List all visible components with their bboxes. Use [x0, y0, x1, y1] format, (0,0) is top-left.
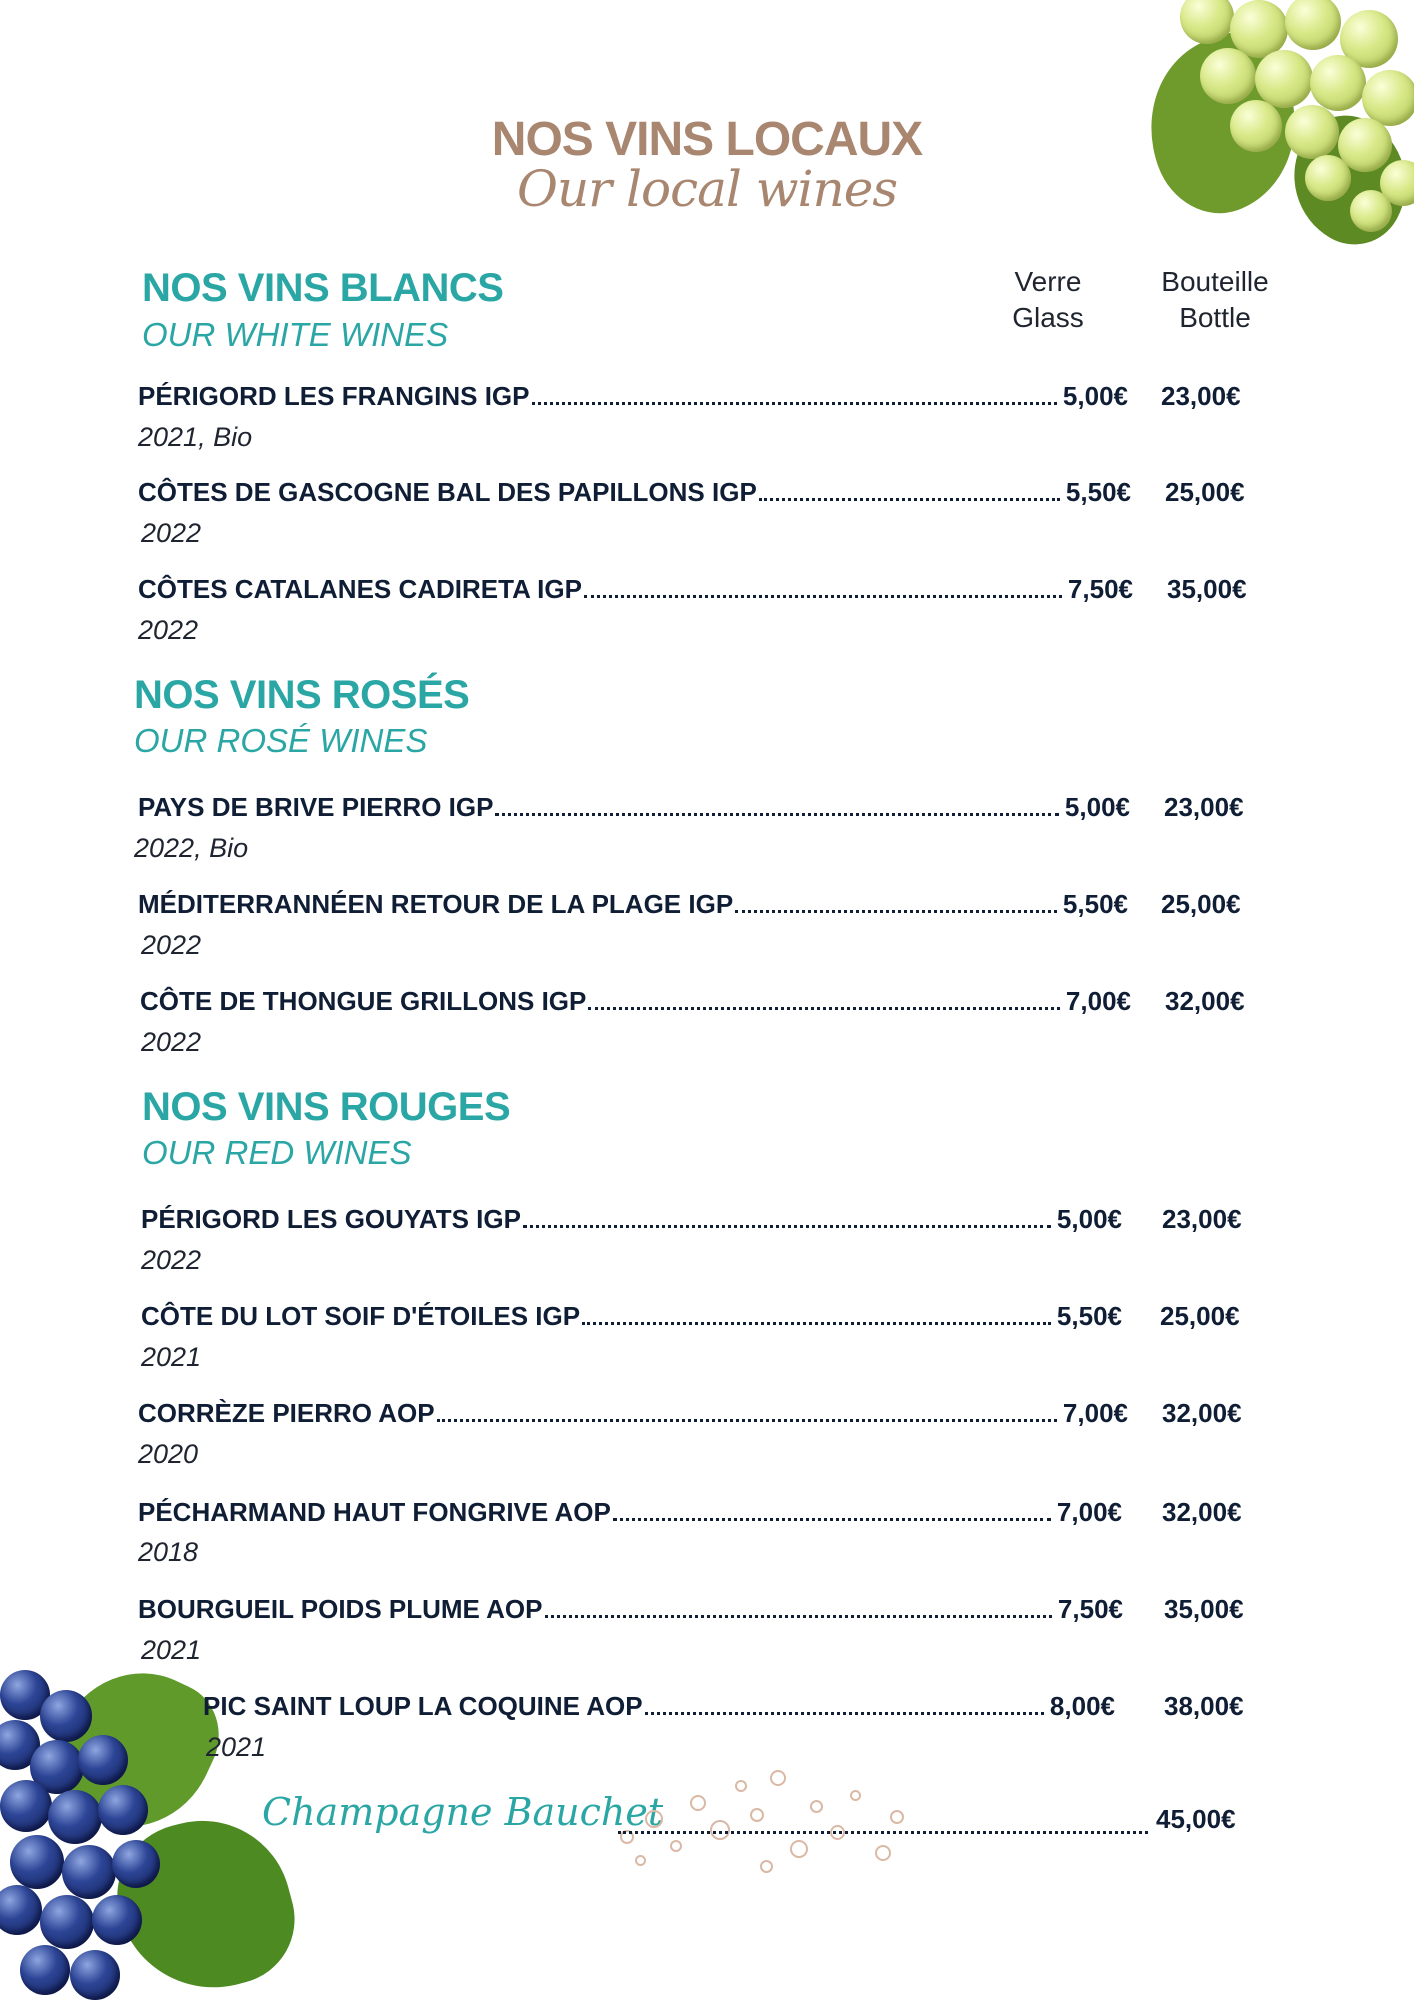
bottle-price: 23,00€: [1164, 792, 1244, 822]
section-subtitle-red: OUR RED WINES: [142, 1134, 412, 1171]
glass-price: 5,00€: [1062, 381, 1128, 411]
wine-name: PIC SAINT LOUP LA COQUINE AOP: [203, 1691, 643, 1721]
wine-name: CÔTES DE GASCOGNE BAL DES PAPILLONS IGP: [138, 477, 757, 507]
wine-row: [138, 1497, 1122, 1528]
wine-row: [138, 574, 1133, 605]
leader-dots: [437, 1418, 1057, 1422]
wine-row: [141, 1204, 1122, 1235]
wine-vintage: 2022: [141, 1027, 202, 1057]
glass-price: 7,50€: [1067, 574, 1133, 604]
glass-price: 5,50€: [1062, 889, 1128, 919]
wine-name: MÉDITERRANNÉEN RETOUR DE LA PLAGE IGP: [138, 889, 734, 919]
wine-name: BOURGUEIL POIDS PLUME AOP: [138, 1594, 543, 1624]
wine-row: [138, 1594, 1123, 1625]
leader-dots: [759, 497, 1060, 501]
bottle-price: 35,00€: [1164, 1594, 1244, 1624]
wine-row: [138, 1398, 1128, 1429]
champagne-price: 45,00€: [1156, 1804, 1236, 1834]
glass-price: 7,00€: [1065, 986, 1131, 1016]
wine-name: CÔTE DE THONGUE GRILLONS IGP: [140, 986, 587, 1016]
wine-vintage: 2022: [138, 615, 199, 645]
glass-price: 5,00€: [1064, 792, 1130, 822]
bottle-price: 25,00€: [1165, 477, 1245, 507]
section-subtitle-rose: OUR ROSÉ WINES: [134, 722, 428, 759]
bottle-column-header: [1140, 264, 1290, 336]
wine-vintage: 2022: [141, 518, 202, 548]
leader-dots: [582, 1321, 1051, 1325]
bottle-price: 38,00€: [1164, 1691, 1244, 1721]
glass-price: 5,00€: [1056, 1204, 1122, 1234]
wine-name: CÔTES CATALANES CADIRETA IGP: [138, 574, 582, 604]
leader-dots: [588, 1006, 1060, 1010]
section-subtitle-white: OUR WHITE WINES: [142, 316, 449, 353]
wine-name: PÉRIGORD LES GOUYATS IGP: [141, 1204, 521, 1234]
champagne-name: Champagne Bauchet: [262, 1790, 664, 1834]
bottle-price: 25,00€: [1161, 889, 1241, 919]
page-subtitle: Our local wines: [516, 160, 898, 218]
wine-vintage: 2022, Bio: [134, 833, 249, 863]
wine-name: CORRÈZE PIERRO AOP: [138, 1398, 435, 1428]
wine-row: [138, 792, 1130, 823]
glass-price: 7,00€: [1062, 1398, 1128, 1428]
champagne-bubbles-decoration: [600, 1750, 920, 1880]
wine-vintage: 2018: [138, 1537, 199, 1567]
leader-dots: [532, 401, 1057, 405]
bottle-price: 23,00€: [1162, 1204, 1242, 1234]
glass-price: 5,50€: [1056, 1301, 1122, 1331]
wine-name: CÔTE DU LOT SOIF D'ÉTOILES IGP: [141, 1301, 581, 1331]
bottle-price: 32,00€: [1162, 1398, 1242, 1428]
wine-vintage: 2021: [141, 1342, 202, 1372]
glass-label-en: Glass: [1012, 302, 1084, 333]
glass-column-header: [988, 264, 1108, 336]
leader-dots: [584, 594, 1062, 598]
wine-row: [141, 1301, 1122, 1332]
leader-dots: [735, 909, 1057, 913]
wine-vintage: 2022: [141, 1245, 202, 1275]
leader-dots: [545, 1614, 1052, 1618]
wine-row: [138, 477, 1131, 508]
bottle-label-fr: Bouteille: [1161, 266, 1269, 297]
page-title: NOS VINS LOCAUX: [491, 113, 923, 166]
wine-name: PÉRIGORD LES FRANGINS IGP: [138, 381, 530, 411]
glass-label-fr: Verre: [1014, 266, 1082, 297]
bottle-price: 23,00€: [1161, 381, 1241, 411]
wine-vintage: 2021: [141, 1635, 202, 1665]
wine-row: [203, 1691, 1115, 1722]
section-title-red: NOS VINS ROUGES: [142, 1085, 511, 1129]
leader-dots: [523, 1224, 1051, 1228]
leader-dots: [495, 812, 1058, 816]
wine-vintage: 2020: [138, 1439, 199, 1469]
bottle-price: 32,00€: [1162, 1497, 1242, 1527]
leader-dots: [645, 1711, 1044, 1715]
section-title-rose: NOS VINS ROSÉS: [134, 673, 470, 717]
wine-vintage: 2022: [141, 930, 202, 960]
glass-price: 7,00€: [1056, 1497, 1122, 1527]
bottle-price: 35,00€: [1167, 574, 1247, 604]
leader-dots: [613, 1517, 1051, 1521]
wine-row: [138, 889, 1128, 920]
bottle-label-en: Bottle: [1179, 302, 1251, 333]
section-title-white: NOS VINS BLANCS: [142, 266, 504, 310]
wine-vintage: 2021, Bio: [138, 422, 253, 452]
bottle-price: 32,00€: [1165, 986, 1245, 1016]
champagne-leader-dots: [618, 1830, 1148, 1834]
wine-vintage: 2021: [206, 1732, 267, 1762]
bottle-price: 25,00€: [1160, 1301, 1240, 1331]
wine-name: PÉCHARMAND HAUT FONGRIVE AOP: [138, 1497, 611, 1527]
glass-price: 5,50€: [1065, 477, 1131, 507]
wine-name: PAYS DE BRIVE PIERRO IGP: [138, 792, 494, 822]
wine-row: [138, 381, 1128, 412]
glass-price: 8,00€: [1049, 1691, 1115, 1721]
wine-row: [140, 986, 1131, 1017]
glass-price: 7,50€: [1057, 1594, 1123, 1624]
